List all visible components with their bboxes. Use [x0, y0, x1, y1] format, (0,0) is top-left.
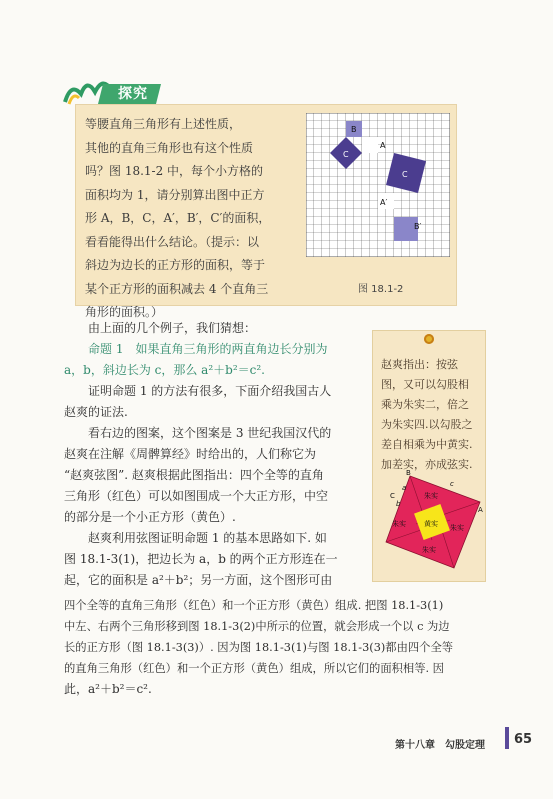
footer-divider: [505, 727, 509, 749]
label-yellow: 黄实: [424, 520, 438, 528]
proposition-line-2: a，b，斜边长为 c，那么 a²＋b²＝c².: [64, 363, 265, 377]
body-line-8: 三角形（红色）可以如图围成一个大正方形，中空: [64, 489, 329, 503]
body-line-4: 赵爽的证法.: [64, 405, 128, 419]
proposition-line-1: 命题 1 如果直角三角形的两直角边长分别为: [88, 342, 328, 356]
body-line-15: 长的正方形（图 18.1-3(3)）. 因为图 18.1-3(1)与图 18.1-3(3)都由四个全等: [64, 641, 454, 654]
body-line-13: 四个全等的直角三角形（红色）和一个正方形（黄色）组成. 把图 18.1-3(1): [64, 599, 444, 612]
side-note-text: 赵爽指出：按弦 图，又可以勾股相 乘为朱实二，倍之 为朱实四.以勾股之 差自相乘为中黄实. 加差实，亦成弦实.: [381, 358, 473, 471]
label-b: B: [351, 125, 357, 134]
vertex-c: C: [390, 492, 395, 500]
body-line-5: 看右边的图案，这个图案是 3 世纪我国汉代的: [88, 426, 332, 440]
explore-label: 探究: [118, 86, 148, 102]
side-b: b: [396, 500, 401, 508]
label-b-prime: B′: [414, 222, 422, 231]
vertex-b: B: [406, 470, 411, 477]
body-line-16: 的直角三角形（红色）和一个正方形（黄色）组成，所以它们的面积相等. 因: [64, 662, 444, 675]
body-line-3: 证明命题 1 的方法有很多，下面介绍我国古人: [88, 384, 332, 398]
page-number: 65: [514, 732, 533, 747]
label-a: A: [380, 141, 386, 150]
vertex-a: A: [478, 506, 483, 514]
chapter-label: 第十八章 勾股定理: [395, 740, 485, 751]
label-red-top: 朱实: [424, 492, 438, 500]
label-red-left: 朱实: [392, 520, 406, 528]
zhao-shuang-diagram: [380, 470, 484, 570]
label-c-prime: C: [402, 170, 408, 179]
label-red-right: 朱实: [450, 524, 464, 532]
grid-figure: [306, 113, 450, 257]
body-line-12: 起，它的面积是 a²＋b²；另一方面，这个图形可由: [64, 573, 333, 587]
explore-text: 等腰直角三角形有上述性质， 其他的直角三角形也有这个性质 吗？图 18.1-2 中，每个小方格的 面积均为 1，请分别算出图中正方 形 A，B，C，A′，B′，C′的面积， 看看能得出什么结论。（提示：以 斜边为边长的正方形的面积，等于 某个正方形的面积减去 4 个直角三 角形的面积。）: [85, 117, 271, 319]
body-line-7: “赵爽弦图”. 赵爽根据此图指出：四个全等的直角: [64, 468, 324, 482]
body-line-1: 由上面的几个例子，我们猜想：: [88, 321, 257, 335]
side-c: c: [450, 480, 454, 488]
body-line-9: 的部分是一个小正方形（黄色）.: [64, 510, 236, 524]
body-line-11: 图 18.1-3(1)，把边长为 a，b 的两个正方形连在一: [64, 552, 338, 566]
body-line-14: 中左、右两个三角形移到图 18.1-3(2)中所示的位置，就会形成一个以 c 为边: [64, 620, 450, 633]
figure-caption: 图 18.1-2: [358, 284, 404, 295]
label-red-bottom: 朱实: [422, 546, 436, 554]
side-a: a: [402, 484, 407, 492]
pin-icon: [424, 334, 434, 344]
label-a-prime: A′: [380, 198, 388, 207]
body-line-10: 赵爽利用弦图证明命题 1 的基本思路如下. 如: [88, 531, 327, 545]
label-c: C: [343, 150, 349, 159]
body-line-6: 赵爽在注解《周髀算经》时给出的，人们称它为: [64, 447, 317, 461]
square-a: [362, 137, 378, 153]
body-line-17: 此，a²＋b²＝c².: [64, 682, 152, 696]
